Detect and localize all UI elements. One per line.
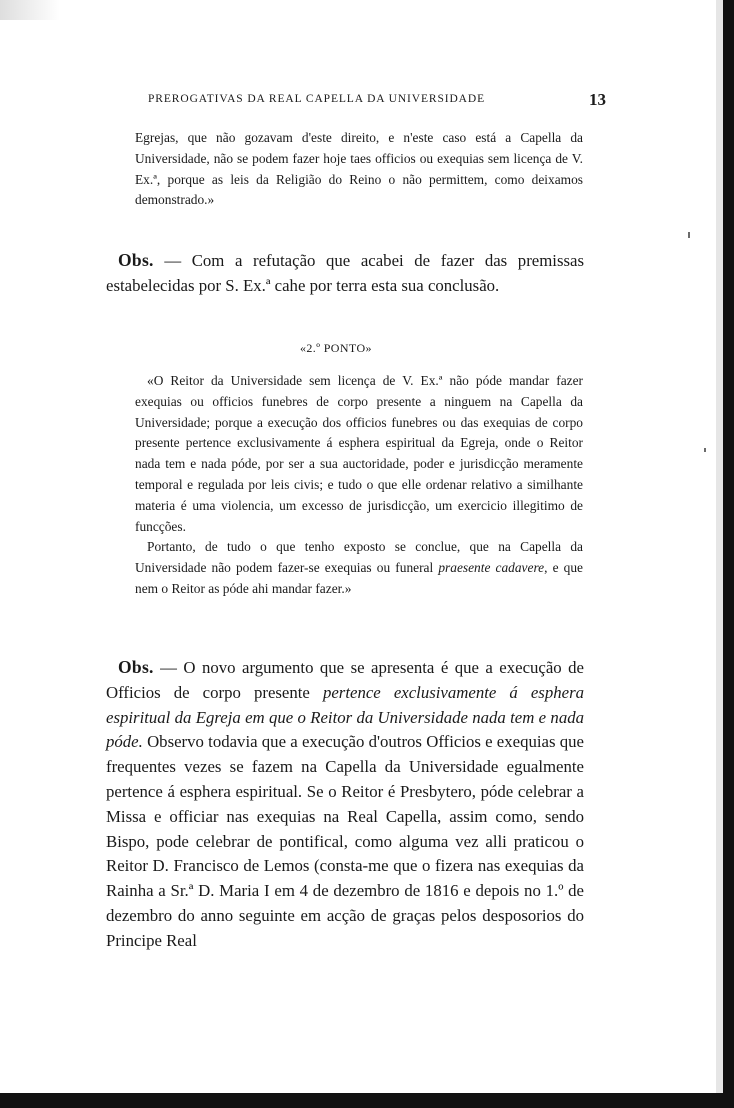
quote-paragraph-1: «O Reitor da Universidade sem licença de V. Ex.ª não póde mandar fazer exequias ou officios funebres de corpo presente a ninguem na Capella da Universidade; porque a execução dos officios funebres ou das exequias de corpo presente pertence exclusivamente á esphera espiritual da Egreja, onde o Reitor nada tem e nada póde, por ser a sua auctoridade, poder e jurisdicção meramente temporal e regulada por leis civis; e tudo o que elle ordenar relativo a similhante materia é uma violencia, um excesso de jurisdicção, um exercicio illegitimo de funcções. (135, 373, 583, 534)
observation-2-paragraph (106, 655, 584, 954)
scan-border-right (723, 0, 734, 1108)
running-title: PREROGATIVAS DA REAL CAPELLA DA UNIVERSIDADE (148, 93, 486, 105)
observation-1-text: — Com a refutação que acabei de fazer das premissas estabelecidas por S. Ex.ª cahe por terra esta sua conclusão. (106, 251, 584, 295)
page-number: 13 (589, 90, 606, 109)
observation-2-text-end: Observo todavia que a execução d'outros Officios e exequias que frequentes vezes se fazem na Capella da Universidade egualmente pertence á esphera espiritual. Se o Reitor é Presbytero, póde celebrar a Missa e officiar nas exequias na Real Capella, assim como, sendo Bispo, pode celebrar de pontifical, como alguma vez alli praticou o Reitor D. Francisco de Lemos (consta-me que o fizera nas exequias da Rainha a Sr.ª D. Maria I em 4 de dezembro de 1816 e depois no 1.º de dezembro do anno seguinte em acção de graças pelos desposorios do Principe Real (106, 732, 584, 950)
scan-border-bottom (0, 1093, 734, 1108)
quote-continuation (135, 128, 583, 211)
quote-paragraph-2-end: , e que nem o Reitor as póde ahi mandar fazer.» (135, 560, 583, 596)
quote-paragraph-2-start: Portanto, de tudo o que tenho exposto se conclue, que na Capella da Universidade não podem fazer-se exequias ou funeral (135, 539, 583, 576)
page-edge-shadow (716, 0, 723, 1108)
observation-1 (106, 248, 584, 299)
quote-paragraph-2 (135, 537, 583, 599)
page-header (136, 90, 606, 113)
margin-speck (688, 232, 690, 238)
observation-1-paragraph (106, 248, 584, 299)
section-heading: «2.º PONTO» (300, 341, 372, 355)
quote-continuation-text: Egrejas, que não gozavam d'este direito, e n'este caso está a Capella da Universidade, não se podem fazer hoje taes officios ou exequias sem licença de V. Ex.ª, porque as leis da Religião do Reino o não permittem, como deixamos demonstrado.» (135, 130, 583, 208)
latin-phrase: praesente cadavere (438, 560, 545, 576)
observation-1-label: Obs. (118, 250, 154, 270)
observation-2-label: Obs. (118, 657, 154, 677)
observation-2-text-start: — O novo argumento que se apresenta é que a execução de Officios de corpo presente (106, 658, 584, 702)
observation-2 (106, 655, 584, 954)
quote-second-point (135, 371, 583, 600)
margin-speck (704, 448, 706, 452)
observation-2-italic: pertence exclusivamente á esphera espiritual da Egreja em que o Reitor da Universidade nada tem e nada póde. (106, 682, 584, 752)
